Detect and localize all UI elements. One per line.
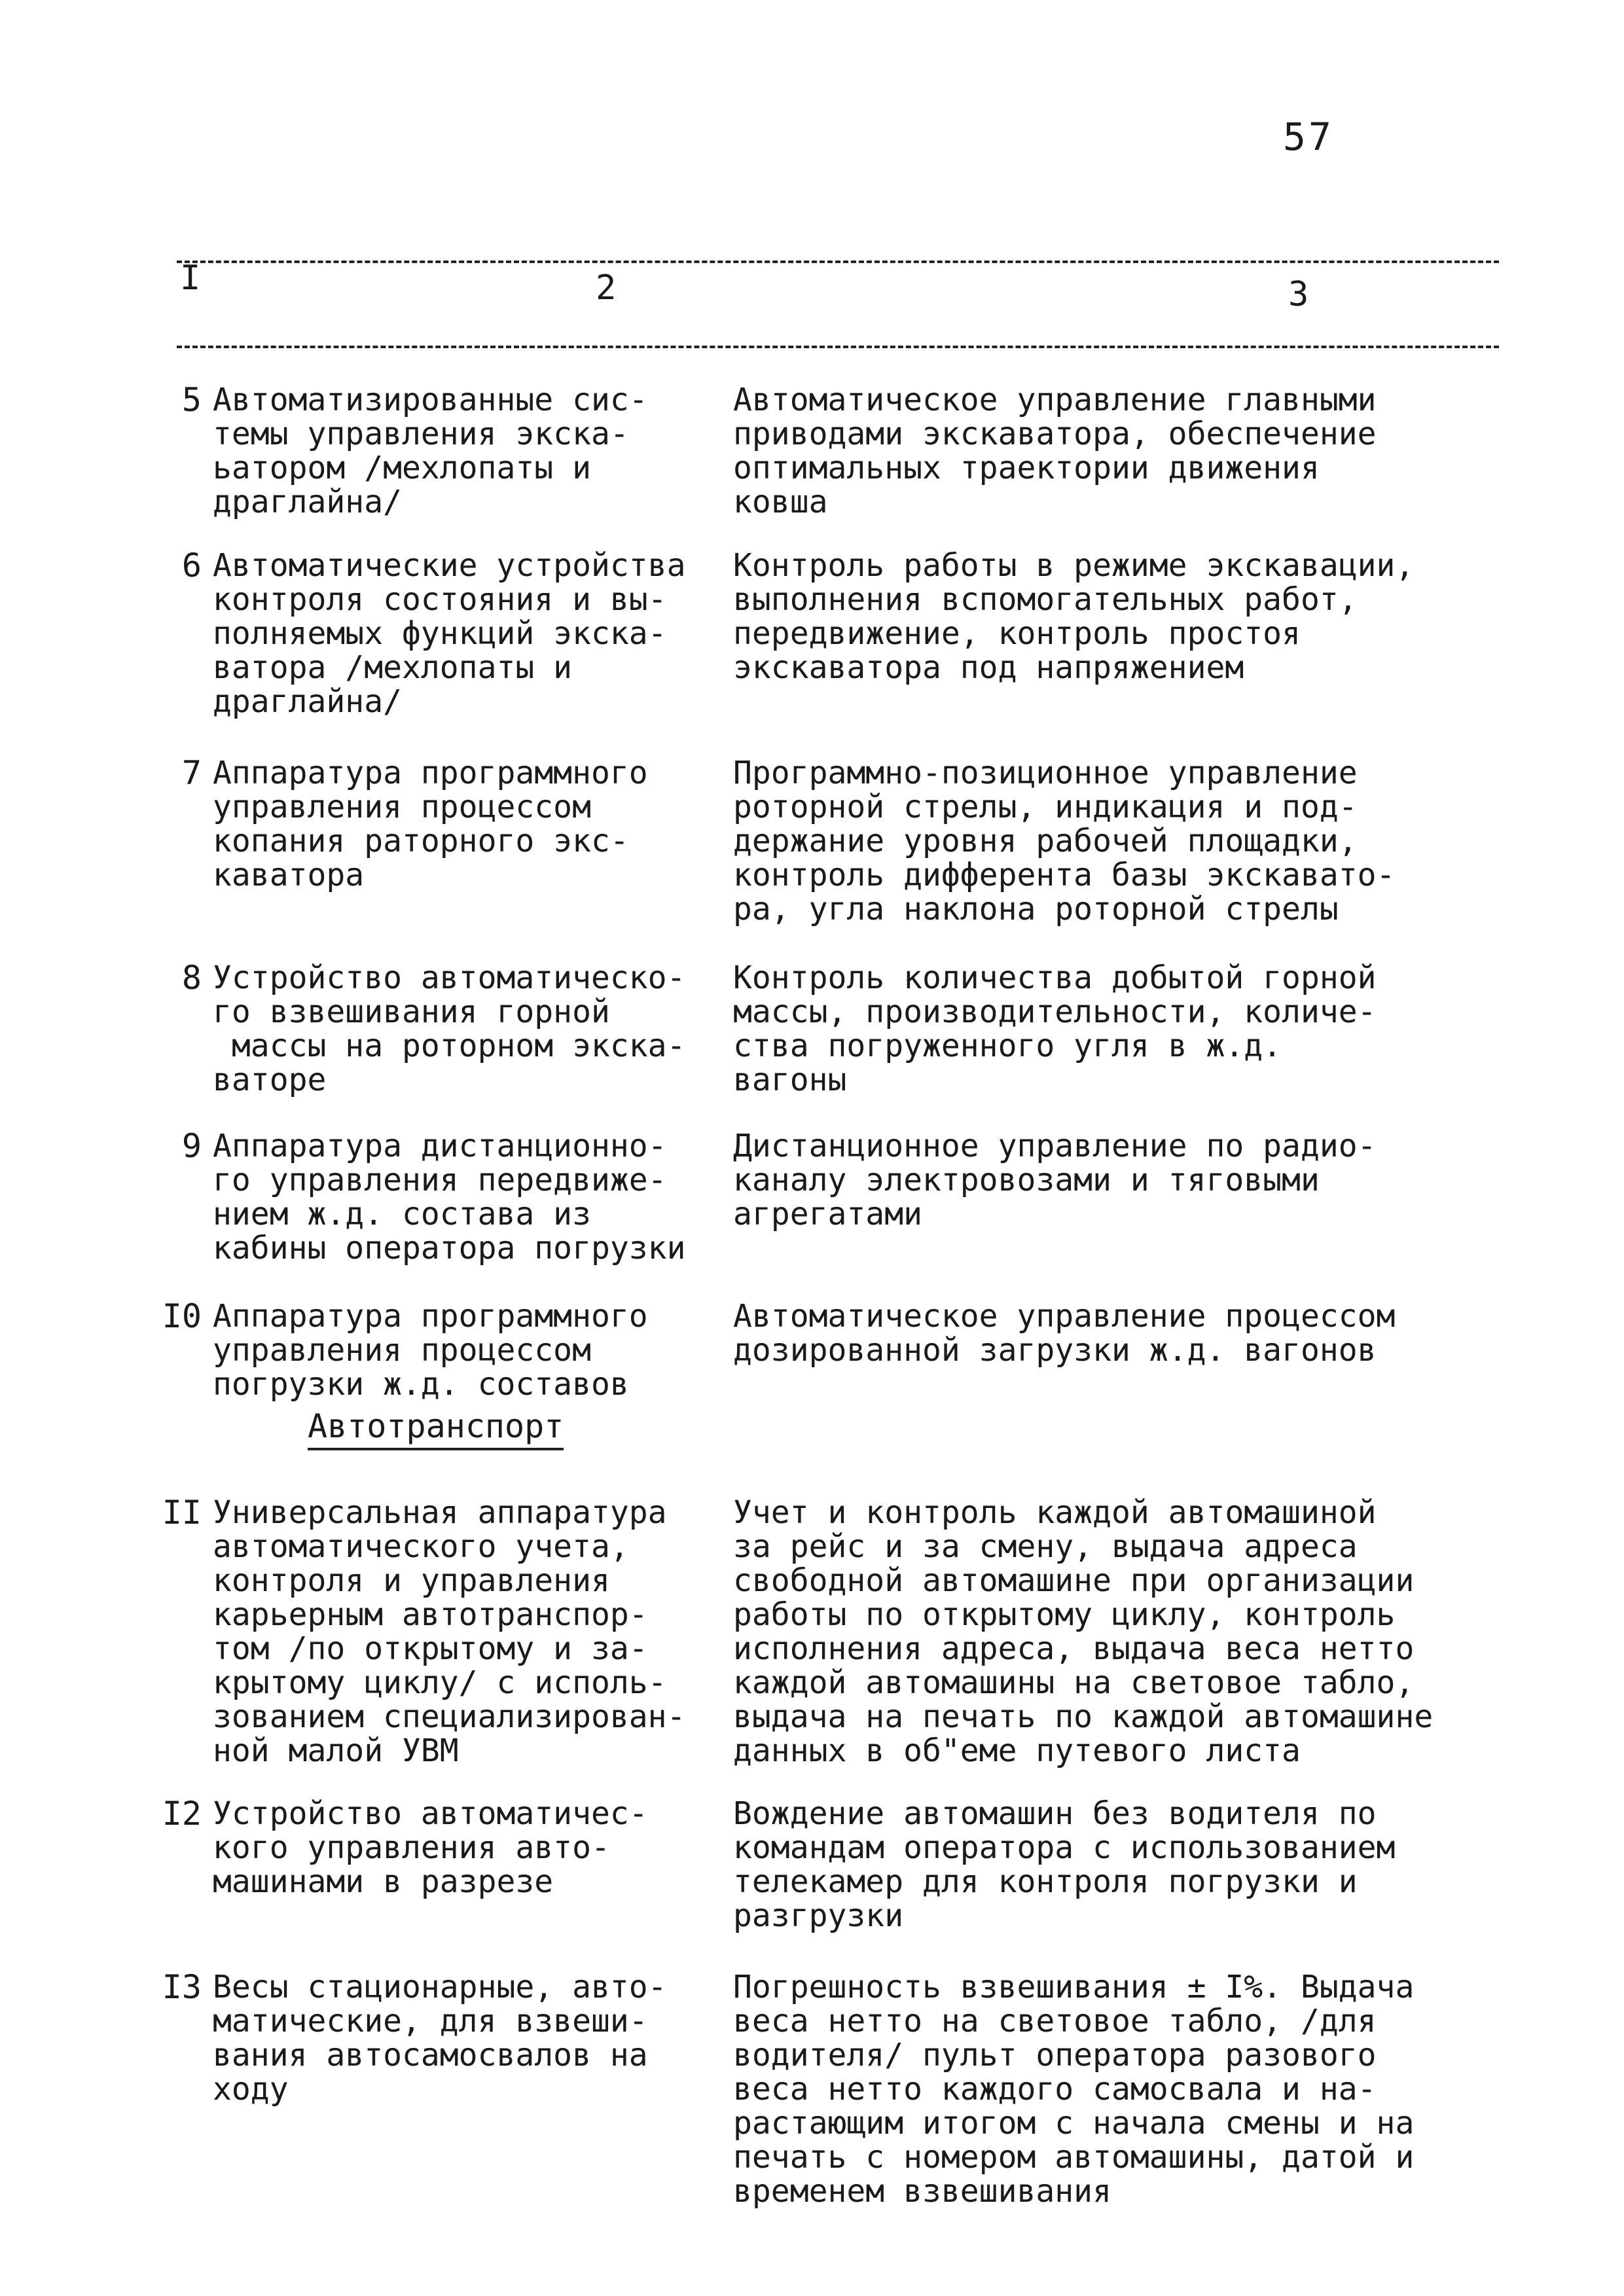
device-description: Контроль количества добытой горной массы, производительности, количе- ства погруженного угля в ж.д. вагоны	[733, 960, 1377, 1098]
device-name: Универсальная аппаратура автоматического учета, контроля и управления карьерным автотранспор- том /по открытому и за- крытому циклу/ с исполь- зованием специализирован- ной малой УВМ	[213, 1494, 686, 1769]
device-name: Устройство автоматическо- го взвешивания горной масcы на роторном экска- ваторе	[213, 960, 686, 1098]
device-name: Аппаратура программного управления процессом погрузки ж.д. составов	[213, 1298, 648, 1403]
device-name: Аппаратура дистанционно- го управления передвиже- нием ж.д. состава из кабины оператора погрузки	[213, 1128, 686, 1266]
row-number: 8	[181, 959, 202, 997]
device-description: Контроль работы в режиме экскавации, выполнения вспомогательных работ, передвижение, контроль простоя экскаватора под напряжением	[733, 547, 1415, 686]
row-number: 5	[181, 381, 202, 419]
table-header-bottom-rule	[177, 346, 1499, 348]
row-number: I2	[162, 1795, 202, 1833]
device-description: Вождение автомашин без водителя по командам оператора с использованием телекамер для контроля погрузки и разгрузки	[733, 1795, 1396, 1934]
row-number: I0	[162, 1297, 202, 1335]
column-header-3: 3	[1288, 275, 1309, 314]
table-top-rule	[177, 260, 1499, 263]
device-name: Устройство автоматичес- кого управления авто- машинами в разрезе	[213, 1795, 648, 1900]
row-number: II	[162, 1494, 202, 1532]
device-description: Погрешность взвешивания ± I%. Выдача веса нетто на световое табло, /для водителя/ пульт оператора разового веса нетто каждого самосвала и на- растающим итогом с начала смены и на печать с номером автомашины, датой и временем взвешивания	[733, 1969, 1415, 2210]
device-name: Весы стационарные, авто- матические, для взвеши- вания автосамосвалов на ходу	[213, 1969, 667, 2108]
column-header-1: I	[180, 259, 201, 298]
device-description: Дистанционное управление по радио- каналу электровозами и тяговыми агрегатами	[733, 1128, 1377, 1232]
device-name: Автоматические устройства контроля состояния и вы- полняемых функций экска- ватора /мехлопаты и драглайна/	[213, 547, 686, 720]
device-description: Автоматическое управление главными приводами экскаватора, обеспечение оптимальных траектории движения ковша	[733, 382, 1377, 520]
section-heading: Автотранспорт	[308, 1407, 564, 1450]
device-description: Программно-позиционное управление роторной стрелы, индикация и под- держание уровня рабочей площадки, контроль дифферента базы экскавато- ра, угла наклона роторной стрелы	[733, 755, 1396, 927]
row-number: I3	[162, 1968, 202, 2006]
device-description: Учет и контроль каждой автомашиной за рейс и за смену, выдача адреса свободной автомашине при организации работы по открытому циклу, контроль исполнения адреса, выдача веса нетто каждой автомашины на световое табло, выдача на печать по каждой автомашине данных в об"еме путевого листа	[733, 1494, 1434, 1769]
device-name: Автоматизированные сис- темы управления экска- ьатором /мехлопаты и драглайна/	[213, 382, 648, 520]
device-name: Аппаратура программного управления процессом копания раторного экс- каватора	[213, 755, 648, 893]
row-number: 9	[181, 1127, 202, 1165]
row-number: 7	[181, 754, 202, 792]
page-number: 57	[1283, 115, 1334, 159]
column-header-2: 2	[596, 268, 617, 308]
device-description: Автоматическое управление процессом дозированной загрузки ж.д. вагонов	[733, 1298, 1396, 1369]
row-number: 6	[181, 547, 202, 584]
